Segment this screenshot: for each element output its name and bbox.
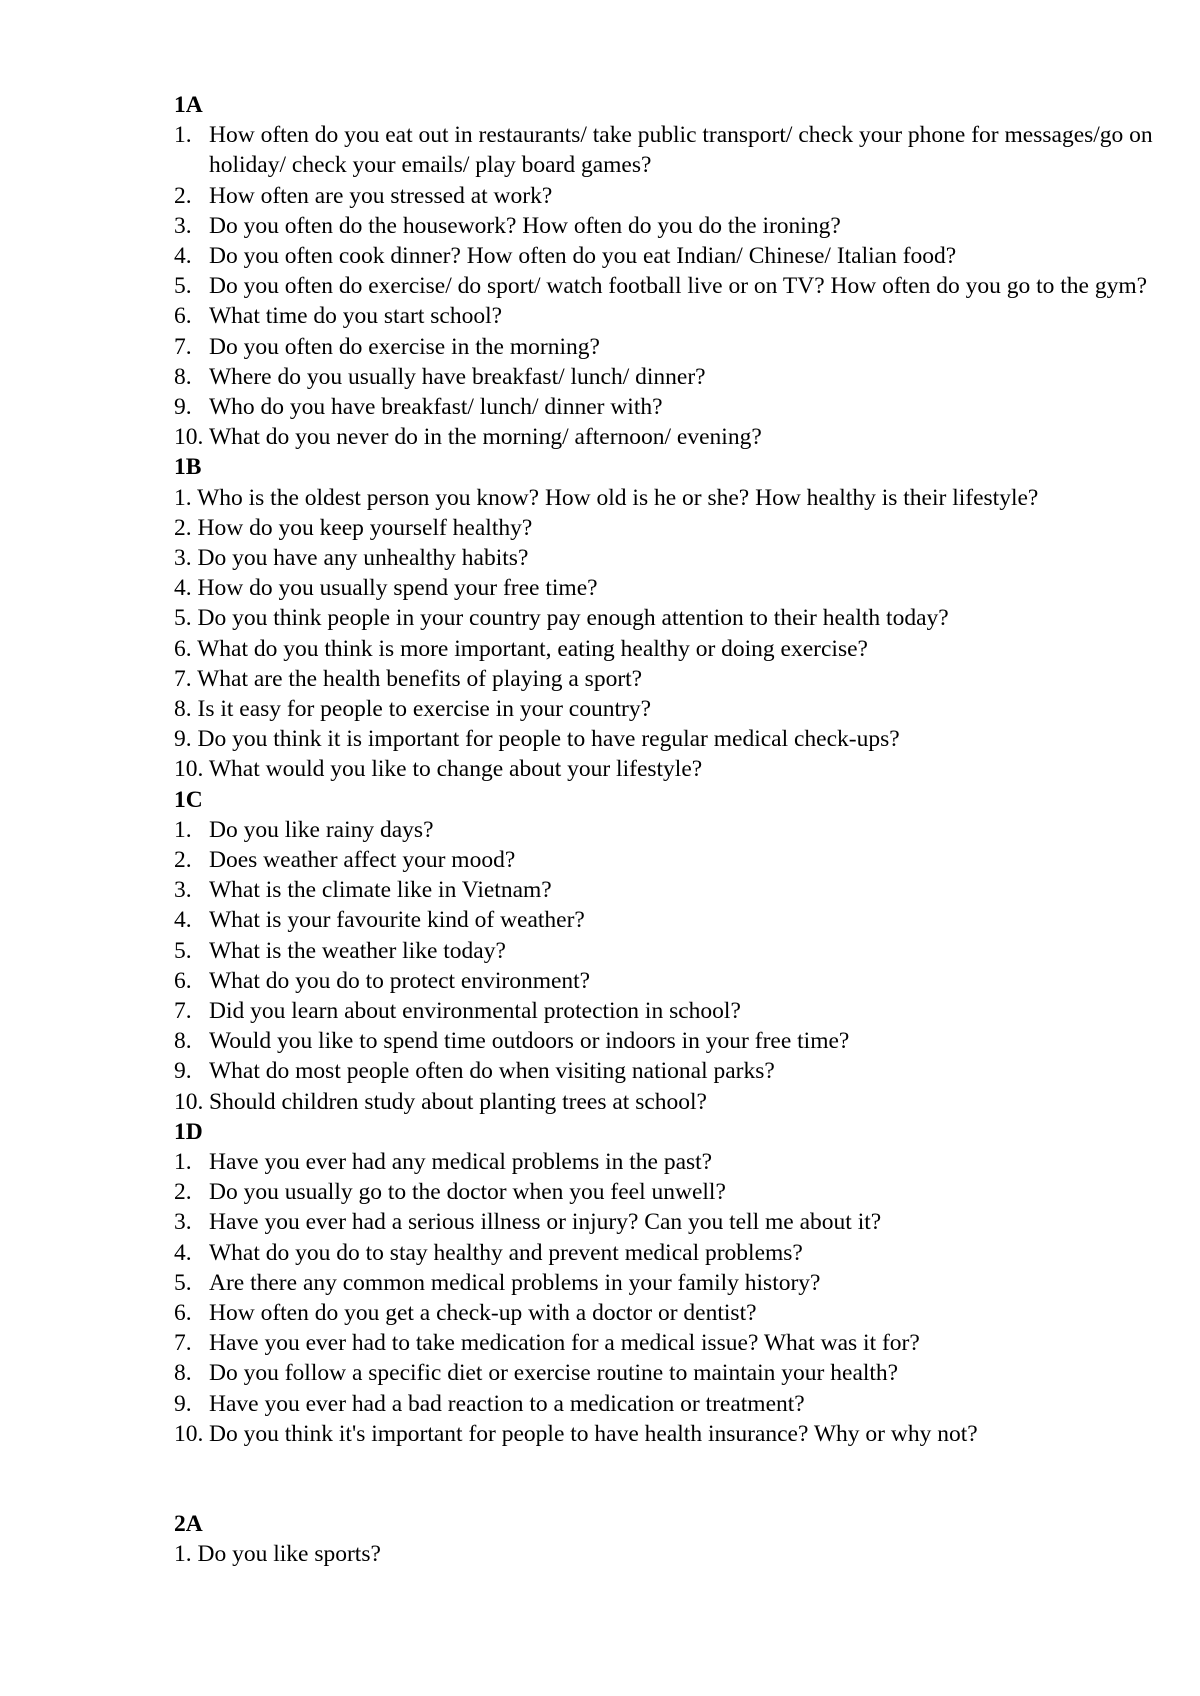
question-text: Do you like sports?: [197, 1541, 381, 1568]
question-item: [174, 1539, 1164, 1569]
question-item: [174, 664, 1164, 694]
question-item: [174, 422, 1164, 452]
question-number: 7.: [174, 333, 192, 360]
question-text: Have you ever had a serious illness or injury? Can you tell me about it?: [209, 1209, 882, 1236]
question-text: What do you do to protect environment?: [209, 967, 591, 994]
question-item: [174, 815, 1164, 845]
question-item: [174, 543, 1164, 573]
question-item: [174, 573, 1164, 603]
question-text: Who do you have breakfast/ lunch/ dinner with?: [209, 394, 663, 421]
question-number: 8.: [174, 363, 192, 390]
question-text: What is your favourite kind of weather?: [209, 907, 585, 934]
question-number: 7.: [174, 998, 192, 1025]
question-item: [174, 875, 1164, 905]
question-text: Do you think it's important for people to have health insurance? Why or why not?: [209, 1420, 978, 1447]
question-text: Do you follow a specific diet or exercise routine to maintain your health?: [209, 1360, 899, 1387]
question-item: [174, 211, 1164, 241]
section-1a: [174, 90, 1164, 452]
question-number: 2.: [174, 1179, 192, 1206]
question-number: 9.: [174, 726, 192, 753]
section-heading: 2A: [174, 1511, 203, 1538]
question-number: 2.: [174, 182, 192, 209]
question-text: Do you think people in your country pay enough attention to their health today?: [197, 605, 949, 632]
question-item: [174, 332, 1164, 362]
section-spacer: [174, 1449, 1164, 1509]
question-text: What time do you start school?: [209, 303, 503, 330]
question-number: 1.: [174, 122, 192, 149]
question-item: [174, 1087, 1164, 1117]
question-number: 1.: [174, 484, 192, 511]
question-number: 3.: [174, 877, 192, 904]
question-item: [174, 301, 1164, 331]
question-item: [174, 694, 1164, 724]
question-text: Would you like to spend time outdoors or indoors in your free time?: [209, 1028, 850, 1055]
question-text: What do most people often do when visiting national parks?: [209, 1058, 775, 1085]
question-item: [174, 1268, 1164, 1298]
question-number: 8.: [174, 1028, 192, 1055]
question-number: 7.: [174, 1330, 192, 1357]
question-number: 9.: [174, 394, 192, 421]
question-number: 10.: [174, 1420, 204, 1447]
question-number: 6.: [174, 967, 192, 994]
question-number: 6.: [174, 303, 192, 330]
section-1b: [174, 452, 1164, 784]
question-text: Should children study about planting trees at school?: [209, 1088, 707, 1115]
question-text: Do you often do exercise in the morning?: [209, 333, 600, 360]
question-item: [174, 1147, 1164, 1177]
question-text: What is the weather like today?: [209, 937, 506, 964]
question-text: How often are you stressed at work?: [209, 182, 553, 209]
question-number: 5.: [174, 937, 192, 964]
question-number: 9.: [174, 1058, 192, 1085]
question-text: Do you often do exercise/ do sport/ watch football live or on TV? How often do you go to the gym?: [209, 273, 1148, 300]
question-number: 5.: [174, 605, 192, 632]
question-text: What is the climate like in Vietnam?: [209, 877, 552, 904]
question-number: 10.: [174, 756, 204, 783]
question-text: Have you ever had a bad reaction to a medication or treatment?: [209, 1390, 805, 1417]
question-number: 10.: [174, 1088, 204, 1115]
question-text: What do you never do in the morning/ afternoon/ evening?: [209, 424, 762, 451]
question-number: 1.: [174, 1541, 192, 1568]
question-text: What are the health benefits of playing a sport?: [197, 665, 643, 692]
question-number: 5.: [174, 273, 192, 300]
question-text: Do you often cook dinner? How often do you eat Indian/ Chinese/ Italian food?: [209, 243, 957, 269]
question-number: 4.: [174, 907, 192, 934]
question-number: 6.: [174, 1300, 192, 1327]
question-item: [174, 1026, 1164, 1056]
question-text: What do you think is more important, eating healthy or doing exercise?: [197, 635, 868, 662]
question-item: [174, 513, 1164, 543]
question-number: 8.: [174, 1360, 192, 1387]
section-1c: [174, 785, 1164, 1117]
question-text: Do you like rainy days?: [209, 816, 434, 843]
question-item: [174, 1419, 1164, 1449]
question-text: Do you often do the housework? How often do you do the ironing?: [209, 212, 841, 239]
question-item: [174, 1177, 1164, 1207]
question-item: [174, 724, 1164, 754]
question-text: Have you ever had any medical problems in the past?: [209, 1149, 713, 1176]
question-item: [174, 1207, 1164, 1237]
question-item: [174, 634, 1164, 664]
question-number: 3.: [174, 545, 192, 572]
question-number: 2.: [174, 514, 192, 541]
question-text: Do you usually go to the doctor when you feel unwell?: [209, 1179, 726, 1206]
question-text: What do you do to stay healthy and prevent medical problems?: [209, 1239, 803, 1266]
question-text: Have you ever had to take medication for a medical issue? What was it for?: [209, 1330, 920, 1357]
question-item: [174, 1298, 1164, 1328]
question-text: Does weather affect your mood?: [209, 847, 516, 874]
question-number: 2.: [174, 847, 192, 874]
question-item: [174, 483, 1164, 513]
question-number: 8.: [174, 696, 192, 723]
question-text: How often do you eat out in restaurants/ take public transport/ check your phone for messages/go on holiday/ check your emails/ play board games?: [209, 122, 1153, 179]
document-page: [174, 90, 1164, 1569]
question-text: What would you like to change about your lifestyle?: [208, 756, 703, 783]
question-number: 3.: [174, 212, 192, 239]
question-text: Do you have any unhealthy habits?: [197, 545, 529, 572]
section-heading: 1D: [174, 1118, 203, 1145]
section-heading: 1A: [174, 92, 203, 118]
question-item: [174, 1328, 1164, 1358]
question-item: [174, 936, 1164, 966]
question-item: [174, 392, 1164, 422]
question-text: Is it easy for people to exercise in your country?: [197, 696, 652, 723]
section-heading: 1B: [174, 454, 202, 481]
section-2a: [174, 1509, 1164, 1569]
question-number: 4.: [174, 1239, 192, 1266]
question-number: 6.: [174, 635, 192, 662]
question-item: [174, 362, 1164, 392]
question-number: 10.: [174, 424, 204, 451]
question-item: [174, 241, 1164, 271]
question-text: Did you learn about environmental protection in school?: [209, 998, 741, 1025]
question-item: [174, 181, 1164, 211]
question-number: 4.: [174, 575, 192, 602]
question-item: [174, 905, 1164, 935]
question-text: How do you usually spend your free time?: [197, 575, 598, 602]
question-item: [174, 1389, 1164, 1419]
section-1d: [174, 1117, 1164, 1449]
question-item: [174, 1358, 1164, 1388]
question-number: 1.: [174, 1149, 192, 1176]
question-number: 3.: [174, 1209, 192, 1236]
question-text: Do you think it is important for people to have regular medical check-ups?: [197, 726, 900, 753]
question-item: [174, 271, 1164, 301]
question-number: 1.: [174, 816, 192, 843]
question-item: [174, 845, 1164, 875]
question-item: [174, 1238, 1164, 1268]
question-item: [174, 996, 1164, 1026]
question-text: How do you keep yourself healthy?: [197, 514, 533, 541]
question-number: 4.: [174, 243, 192, 269]
question-item: [174, 603, 1164, 633]
question-item: [174, 754, 1164, 784]
question-item: [174, 120, 1164, 180]
question-text: Are there any common medical problems in your family history?: [209, 1269, 821, 1296]
section-heading: 1C: [174, 786, 203, 813]
question-text: How often do you get a check-up with a doctor or dentist?: [209, 1300, 757, 1327]
question-number: 7.: [174, 665, 192, 692]
question-text: Where do you usually have breakfast/ lunch/ dinner?: [209, 363, 706, 390]
question-item: [174, 1056, 1164, 1086]
question-text: Who is the oldest person you know? How old is he or she? How healthy is their lifestyle?: [197, 484, 1039, 511]
question-item: [174, 966, 1164, 996]
question-number: 5.: [174, 1269, 192, 1296]
question-number: 9.: [174, 1390, 192, 1417]
